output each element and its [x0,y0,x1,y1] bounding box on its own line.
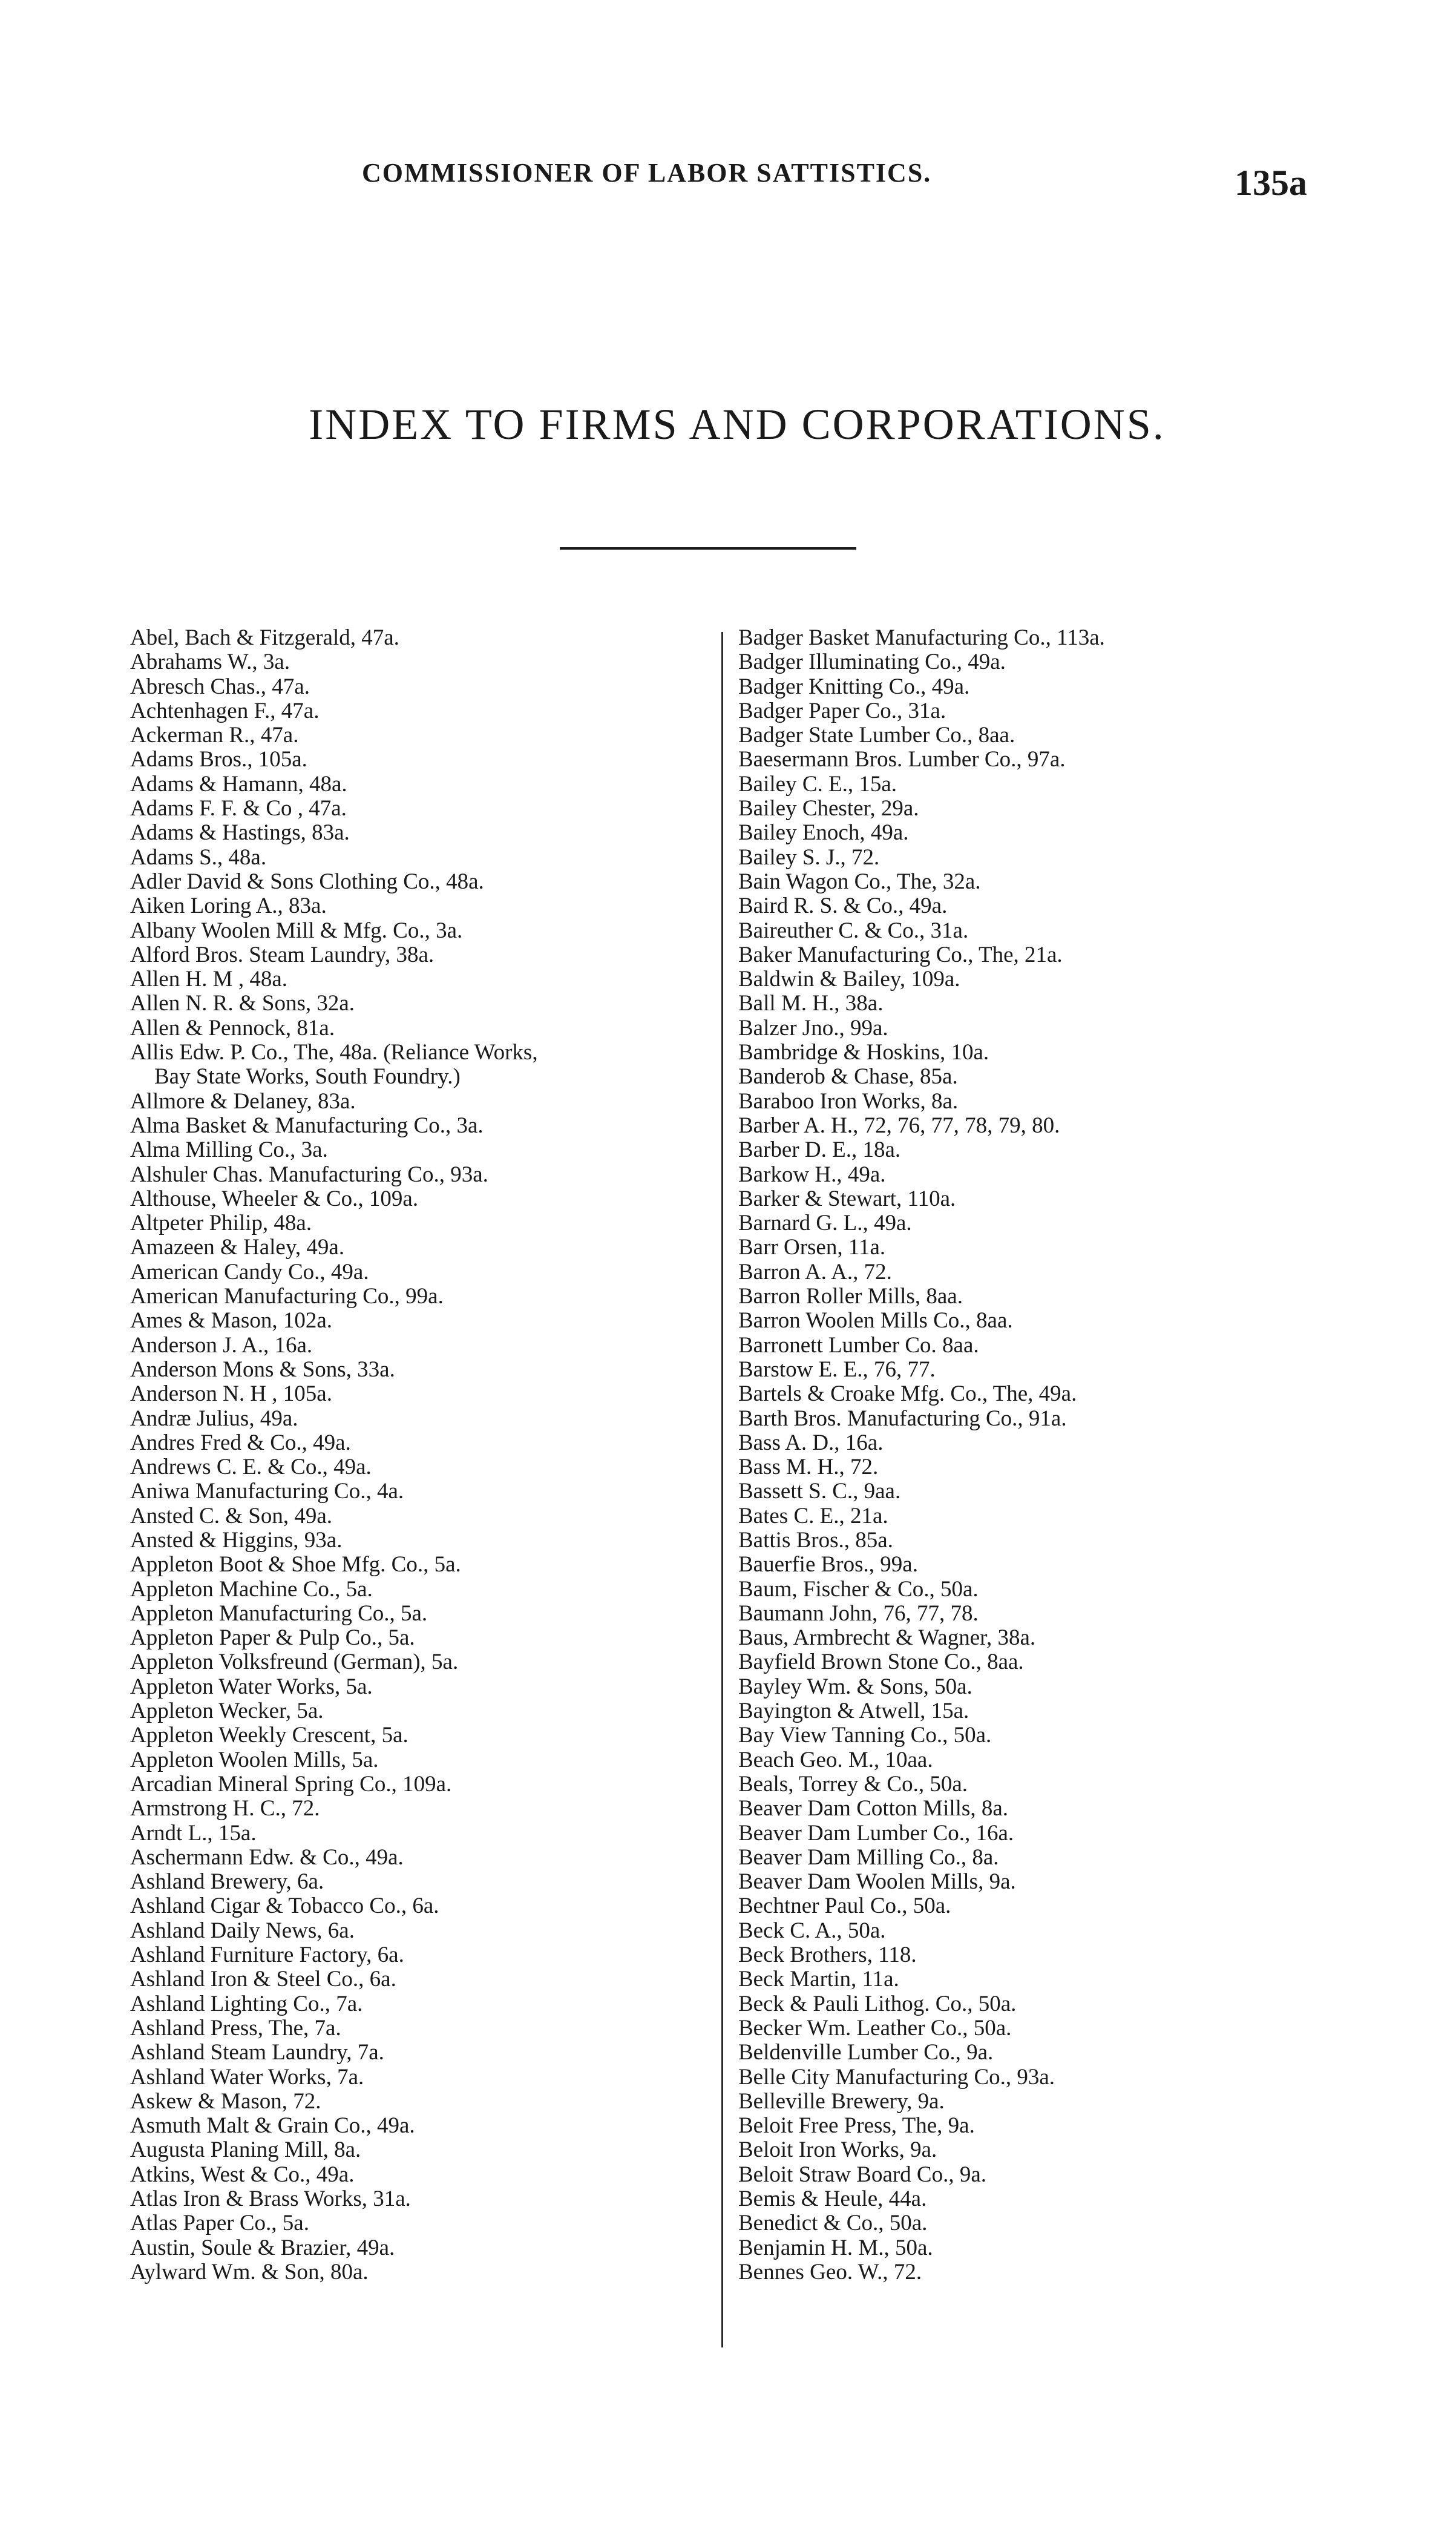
index-entry: Bartels & Croake Mfg. Co., The, 49a. [738,1381,1077,1407]
index-entry: Ashland Cigar & Tobacco Co., 6a. [130,1893,439,1919]
index-entry: Austin, Soule & Brazier, 49a. [130,2235,395,2260]
index-entry: Appleton Water Works, 5a. [130,1674,373,1699]
index-entry: Aiken Loring A., 83a. [130,893,327,919]
index-entry: Achtenhagen F., 47a. [130,698,320,723]
index-entry: Adams & Hamann, 48a. [130,771,347,797]
index-entry: Banderob & Chase, 85a. [738,1064,958,1090]
index-entry: Bassett S. C., 9aa. [738,1479,901,1504]
index-entry: Bay View Tanning Co., 50a. [738,1723,992,1748]
index-entry: Ansted C. & Son, 49a. [130,1503,333,1528]
index-entry: Becker Wm. Leather Co., 50a. [738,2015,1012,2041]
index-entry: Badger Paper Co., 31a. [738,698,946,723]
index-entry: Beaver Dam Cotton Mills, 8a. [738,1796,1008,1821]
index-entry: Bambridge & Hoskins, 10a. [738,1040,989,1065]
index-entry: Benedict & Co., 50a. [738,2211,928,2236]
index-entry: Albany Woolen Mill & Mfg. Co., 3a. [130,918,463,943]
index-entry: Beck Martin, 11a. [738,1967,899,1992]
index-entry: Augusta Planing Mill, 8a. [130,2137,361,2163]
index-entry: Atlas Iron & Brass Works, 31a. [130,2186,411,2211]
index-entry: Bennes Geo. W., 72. [738,2259,922,2284]
title-rule [560,547,856,550]
index-entry: Arndt L., 15a. [130,1820,257,1846]
index-entry: Appleton Machine Co., 5a. [130,1576,373,1602]
index-entry: Badger Knitting Co., 49a. [738,674,970,699]
index-entry: Asmuth Malt & Grain Co., 49a. [130,2113,415,2139]
index-entry: Bailey S. J., 72. [738,844,880,870]
index-entry: Alshuler Chas. Manufacturing Co., 93a. [130,1162,488,1187]
index-entry: Adams F. F. & Co , 47a. [130,796,347,821]
index-entry: Belle City Manufacturing Co., 93a. [738,2064,1055,2090]
column-divider [721,632,723,2347]
index-entry: Badger State Lumber Co., 8aa. [738,723,1015,748]
index-entry: Allen H. M , 48a. [130,967,287,992]
index-entry: Beloit Straw Board Co., 9a. [738,2162,987,2187]
index-entry: Ball M. H., 38a. [738,991,884,1016]
index-entry: Baus, Armbrecht & Wagner, 38a. [738,1625,1036,1651]
index-entry: Ashland Daily News, 6a. [130,1918,355,1943]
index-entry: Ashland Steam Laundry, 7a. [130,2040,384,2065]
index-entry: Allis Edw. P. Co., The, 48a. (Reliance Works, [130,1040,538,1065]
index-entry: Abrahams W., 3a. [130,650,290,675]
index-entry: Beaver Dam Lumber Co., 16a. [738,1820,1014,1846]
index-entry: Armstrong H. C., 72. [130,1796,320,1821]
index-entry: Ames & Mason, 102a. [130,1308,332,1334]
index-entry: Beloit Free Press, The, 9a. [738,2113,975,2139]
index-entry: Badger Basket Manufacturing Co., 113a. [738,625,1105,650]
index-entry: Bain Wagon Co., The, 32a. [738,869,981,894]
index-entry: Barth Bros. Manufacturing Co., 91a. [738,1406,1067,1431]
index-entry: Bauerfie Bros., 99a. [738,1552,918,1577]
index-entry: Baireuther C. & Co., 31a. [738,918,969,943]
index-entry: Arcadian Mineral Spring Co., 109a. [130,1771,452,1797]
index-entry: Abresch Chas., 47a. [130,674,310,699]
running-head: COMMISSIONER OF LABOR SATTISTICS. [362,158,932,188]
index-entry: Baker Manufacturing Co., The, 21a. [738,942,1063,967]
index-entry: Appleton Weekly Crescent, 5a. [130,1723,408,1748]
index-entry: Ashland Lighting Co., 7a. [130,1991,363,2016]
index-entry: Bayfield Brown Stone Co., 8aa. [738,1650,1024,1675]
index-entry: Anderson J. A., 16a. [130,1332,313,1358]
index-entry: Adams Bros., 105a. [130,747,307,772]
index-entry: Amazeen & Haley, 49a. [130,1235,345,1260]
index-entry: Bayington & Atwell, 15a. [738,1699,969,1724]
index-entry: Barr Orsen, 11a. [738,1235,886,1260]
index-entry: Beck C. A., 50a. [738,1918,886,1943]
index-entry: Ashland Water Works, 7a. [130,2064,364,2090]
index-entry: Ansted & Higgins, 93a. [130,1527,343,1553]
index-entry: Barkow H., 49a. [738,1162,886,1187]
index-entry: Althouse, Wheeler & Co., 109a. [130,1186,419,1211]
index-entry: Barron Roller Mills, 8aa. [738,1284,963,1309]
index-entry: Appleton Paper & Pulp Co., 5a. [130,1625,415,1651]
index-entry: Beldenville Lumber Co., 9a. [738,2040,994,2065]
index-entry: Allen N. R. & Sons, 32a. [130,991,355,1016]
index-entry: Askew & Mason, 72. [130,2088,321,2114]
index-entry: Barron Woolen Mills Co., 8aa. [738,1308,1013,1334]
index-entry: Andres Fred & Co., 49a. [130,1430,351,1455]
index-entry: Beck Brothers, 118. [738,1942,917,1968]
right-index-column [738,626,1319,2284]
index-entry: Altpeter Philip, 48a. [130,1211,312,1236]
index-entry: Aylward Wm. & Son, 80a. [130,2259,369,2284]
index-entry: Alma Milling Co., 3a. [130,1137,328,1163]
index-entry: Beloit Iron Works, 9a. [738,2137,937,2163]
index-entry: Barron A. A., 72. [738,1259,892,1285]
index-entry: Barker & Stewart, 110a. [738,1186,956,1211]
index-entry: Beaver Dam Woolen Mills, 9a. [738,1869,1016,1895]
index-entry: Alford Bros. Steam Laundry, 38a. [130,942,435,967]
index-entry: Atlas Paper Co., 5a. [130,2211,309,2236]
index-entry: Beals, Torrey & Co., 50a. [738,1771,968,1797]
index-entry: Battis Bros., 85a. [738,1527,893,1553]
index-entry: Adams S., 48a. [130,844,267,870]
index-entry: Beaver Dam Milling Co., 8a. [738,1844,999,1870]
index-entry: Andræ Julius, 49a. [130,1406,298,1431]
index-entry: Bass M. H., 72. [738,1455,879,1480]
index-entry: Bailey Chester, 29a. [738,796,919,821]
index-entry: Anderson Mons & Sons, 33a. [130,1357,395,1382]
index-entry: Anderson N. H , 105a. [130,1381,332,1407]
index-entry: Barnard G. L., 49a. [738,1211,912,1236]
index-entry: Belleville Brewery, 9a. [738,2088,945,2114]
index-entry: Atkins, West & Co., 49a. [130,2162,355,2187]
index-entry: Appleton Volksfreund (German), 5a. [130,1650,459,1675]
page-number: 135a [1235,163,1307,203]
index-entry: Baum, Fischer & Co., 50a. [738,1576,979,1602]
index-entry: Ashland Iron & Steel Co., 6a. [130,1967,396,1992]
index-entry: Baraboo Iron Works, 8a. [738,1088,959,1114]
index-entry: Appleton Wecker, 5a. [130,1699,324,1724]
index-entry: Appleton Boot & Shoe Mfg. Co., 5a. [130,1552,461,1577]
index-entry: Bechtner Paul Co., 50a. [738,1893,951,1919]
left-index-column [130,626,711,2284]
index-entry: Bemis & Heule, 44a. [738,2186,927,2211]
index-entry: Bay State Works, South Foundry.) [154,1064,461,1090]
index-entry: Aschermann Edw. & Co., 49a. [130,1844,404,1870]
index-entry: Baird R. S. & Co., 49a. [738,893,948,919]
index-entry: American Manufacturing Co., 99a. [130,1284,444,1309]
index-entry: Barber A. H., 72, 76, 77, 78, 79, 80. [738,1113,1060,1138]
index-entry: Alma Basket & Manufacturing Co., 3a. [130,1113,484,1138]
index-entry: Beach Geo. M., 10aa. [738,1747,933,1772]
index-entry: Beck & Pauli Lithog. Co., 50a. [738,1991,1017,2016]
index-entry: Allmore & Delaney, 83a. [130,1088,356,1114]
index-entry: Benjamin H. M., 50a. [738,2235,933,2260]
index-entry: Barronett Lumber Co. 8aa. [738,1332,979,1358]
index-entry: Ackerman R., 47a. [130,723,299,748]
index-entry: Balzer Jno., 99a. [738,1015,888,1041]
index-entry: Appleton Woolen Mills, 5a. [130,1747,379,1772]
index-entry: Adler David & Sons Clothing Co., 48a. [130,869,484,894]
index-entry: Ashland Brewery, 6a. [130,1869,324,1895]
index-entry: Aniwa Manufacturing Co., 4a. [130,1479,404,1504]
index-entry: Bass A. D., 16a. [738,1430,884,1455]
index-entry: Andrews C. E. & Co., 49a. [130,1455,372,1480]
index-entry: Baesermann Bros. Lumber Co., 97a. [738,747,1066,772]
index-entry: Badger Illuminating Co., 49a. [738,650,1006,675]
index-entry: Bayley Wm. & Sons, 50a. [738,1674,972,1699]
index-entry: American Candy Co., 49a. [130,1259,369,1285]
index-entry: Barstow E. E., 76, 77. [738,1357,936,1382]
index-entry: Baumann John, 76, 77, 78. [738,1600,979,1626]
index-entry: Adams & Hastings, 83a. [130,820,350,846]
index-entry: Bailey Enoch, 49a. [738,820,909,846]
index-entry: Ashland Press, The, 7a. [130,2015,341,2041]
index-entry: Allen & Pennock, 81a. [130,1015,335,1041]
index-entry: Bailey C. E., 15a. [738,771,897,797]
index-entry: Baldwin & Bailey, 109a. [738,967,960,992]
index-entry: Appleton Manufacturing Co., 5a. [130,1600,428,1626]
index-entry: Bates C. E., 21a. [738,1503,888,1528]
index-entry: Barber D. E., 18a. [738,1137,901,1163]
index-title: INDEX TO FIRMS AND CORPORATIONS. [309,400,1166,449]
index-entry: Ashland Furniture Factory, 6a. [130,1942,404,1968]
index-entry: Abel, Bach & Fitzgerald, 47a. [130,625,399,650]
